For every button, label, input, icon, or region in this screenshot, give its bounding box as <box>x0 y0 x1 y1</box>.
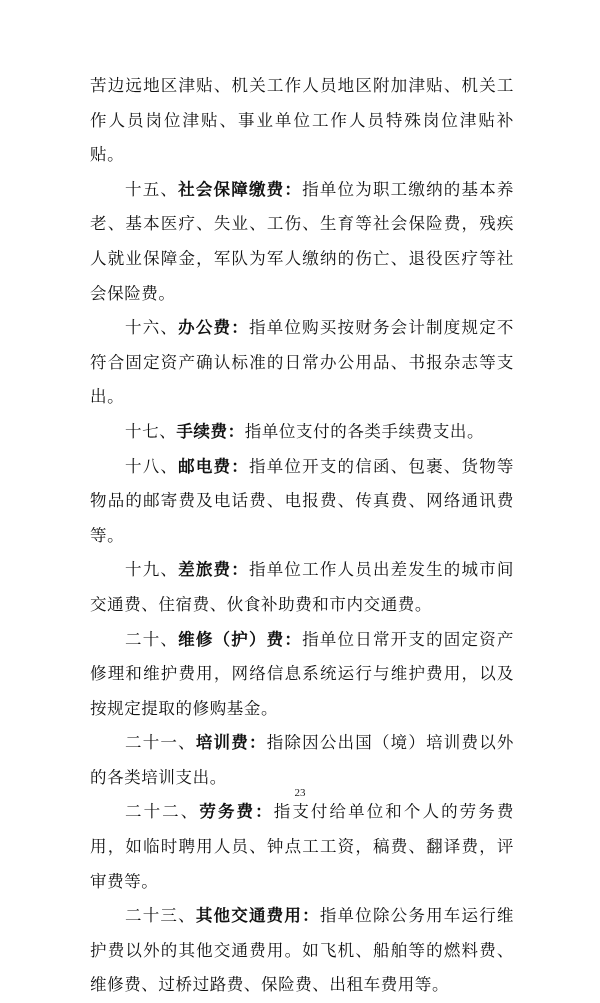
item-text: 指除因公出国（境）培训费以外的各类培训支出。 <box>90 733 514 787</box>
item-number: 十七、 <box>125 421 177 441</box>
definition-item-23 <box>90 899 514 1003</box>
item-number: 十九、 <box>125 560 179 580</box>
item-text: 指单位工作人员出差发生的城市间交通费、住宿费、伙食补助费和市内交通费。 <box>90 560 515 614</box>
item-number: 二十三、 <box>125 906 196 926</box>
item-term: 社会保障缴费： <box>178 179 303 199</box>
item-term: 邮电费： <box>178 456 249 476</box>
definition-item-18 <box>90 450 514 554</box>
definition-item-19 <box>90 553 514 622</box>
item-text: 指单位为职工缴纳的基本养老、基本医疗、失业、工伤、生育等社会保险费，残疾人就业保障金，军队为军人缴纳的伤亡、退役医疗等社会保险费。 <box>90 179 515 303</box>
item-term: 劳务费： <box>199 802 274 822</box>
paragraph-text: 苦边远地区津贴、机关工作人员地区附加津贴、机关工作人员岗位津贴、事业单位工作人员特殊岗位津贴补贴。 <box>90 76 514 165</box>
item-number: 十五、 <box>125 179 179 199</box>
definition-item-20 <box>90 623 514 727</box>
item-text: 指支付给单位和个人的劳务费用，如临时聘用人员、钟点工工资，稿费、翻译费，评审费等。 <box>90 802 514 891</box>
item-number: 二十二、 <box>125 802 200 822</box>
item-text: 指单位日常开支的固定资产修理和维护费用，网络信息系统运行与维护费用，以及按规定提取的修购基金。 <box>90 629 515 718</box>
definition-item-22 <box>90 795 514 899</box>
item-number: 十八、 <box>125 456 179 476</box>
item-term: 手续费： <box>176 421 245 441</box>
definition-item-15 <box>90 173 514 311</box>
item-term: 维修（护）费： <box>178 629 303 649</box>
page-number: 23 <box>294 787 306 799</box>
item-text: 指单位除公务用车运行维护费以外的其他交通费用。如飞机、船舶等的燃料费、维修费、过桥过路费、保险费、出租车费用等。 <box>90 906 514 995</box>
item-term: 其他交通费用： <box>195 906 320 926</box>
item-number: 二十、 <box>125 629 179 649</box>
definition-item-21 <box>90 726 514 795</box>
item-text: 指单位开支的信函、包裹、货物等物品的邮寄费及电话费、电报费、传真费、网络通讯费等。 <box>90 456 515 545</box>
definition-item-16 <box>90 311 514 415</box>
item-term: 差旅费： <box>178 560 249 580</box>
continued-paragraph <box>90 69 514 173</box>
item-number: 十六、 <box>125 318 179 338</box>
document-body <box>90 69 514 1003</box>
item-text: 指单位支付的各类手续费支出。 <box>244 421 485 441</box>
item-term: 办公费： <box>178 318 249 338</box>
definition-item-17 <box>90 415 514 450</box>
item-term: 培训费： <box>195 733 267 753</box>
item-text: 指单位购买按财务会计制度规定不符合固定资产确认标准的日常办公用品、书报杂志等支出。 <box>90 318 515 407</box>
item-number: 二十一、 <box>125 733 196 753</box>
